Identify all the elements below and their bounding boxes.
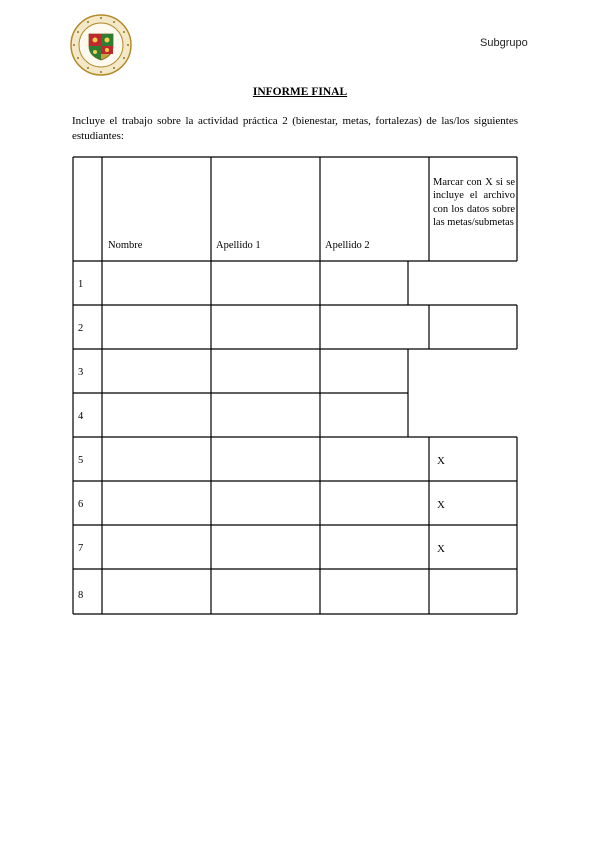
column-header-apellido-2: Apellido 2 — [325, 240, 370, 251]
x-mark: X — [437, 455, 445, 467]
row-number: 5 — [78, 455, 84, 466]
row-number: 4 — [78, 411, 84, 422]
row-number: 6 — [78, 499, 84, 510]
row-number: 2 — [78, 323, 84, 334]
row-number: 3 — [78, 367, 84, 378]
intro-paragraph: Incluye el trabajo sobre la actividad práctica 2 (bienestar, metas, fortalezas) de las/los siguientes estudiantes: — [72, 115, 518, 142]
subgroup-label: Subgrupo — [480, 37, 528, 49]
page-title: INFORME FINAL — [252, 86, 348, 98]
column-header-marcar: Marcar con X si se incluye el archivo con los datos sobre las metas/submetas — [433, 177, 515, 229]
column-header-nombre: Nombre — [108, 240, 143, 251]
row-number: 1 — [78, 279, 84, 290]
column-header-apellido-1: Apellido 1 — [216, 240, 261, 251]
x-mark: X — [437, 499, 445, 511]
row-number: 8 — [78, 590, 84, 601]
row-number: 7 — [78, 543, 84, 554]
x-mark: X — [437, 543, 445, 555]
